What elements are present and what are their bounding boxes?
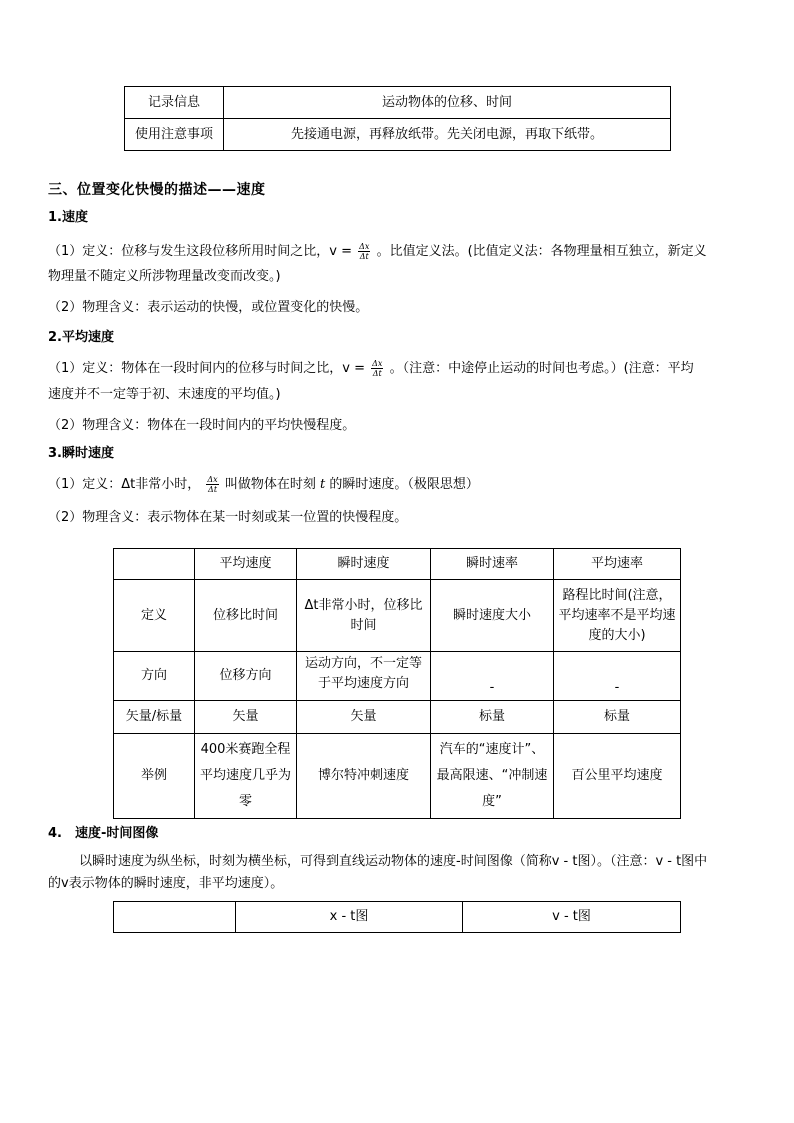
frac-denominator: Δt [208, 485, 218, 494]
table-cell-value: 运动物体的位移、时间 [224, 87, 671, 119]
table-row [114, 701, 681, 734]
table-cell: 百公里平均速度 [554, 734, 681, 819]
table-row [125, 119, 671, 151]
vt-graph-paragraph-line2: 的v表示物体的瞬时速度，非平均速度）。 [48, 876, 284, 891]
header-cell: x - t图 [236, 902, 463, 933]
table-cell: 矢量 [297, 701, 431, 734]
table-cell: 位移方向 [195, 652, 297, 701]
speed-definition [48, 240, 748, 264]
vt-graph-heading: 4. 速度-时间图像 [48, 826, 159, 841]
inst-speed-meaning: （2）物理含义：表示物体在某一时刻或某一位置的快慢程度。 [48, 510, 408, 525]
speed-comparison-table [113, 548, 681, 819]
table-cell: 路程比时间(注意，平均速率不是平均速度的大小) [554, 580, 681, 652]
table-cell: 400米赛跑全程平均速度几乎为零 [195, 734, 297, 819]
table-cell: 博尔特冲刺速度 [297, 734, 431, 819]
table-row [114, 580, 681, 652]
frac-numerator: Δx [372, 359, 383, 368]
frac-denominator: Δt [372, 369, 382, 378]
header-cell: 瞬时速率 [431, 549, 554, 580]
table-cell: 矢量 [195, 701, 297, 734]
header-cell [114, 902, 236, 933]
section-title: 三、位置变化快慢的描述——速度 [48, 182, 266, 198]
table-cell: 汽车的“速度计”、最高限速、“冲制速度” [431, 734, 554, 819]
table-cell-label: 使用注意事项 [125, 119, 224, 151]
row-label: 矢量/标量 [114, 701, 195, 734]
header-cell: 瞬时速度 [297, 549, 431, 580]
table-cell: - [554, 652, 681, 701]
table-header-row [114, 549, 681, 580]
avg-speed-definition [48, 357, 748, 381]
inst-def-part-b: 叫做物体在时刻 [224, 477, 316, 492]
table-row [114, 734, 681, 819]
table-header-row [114, 902, 681, 933]
frac-denominator: Δt [359, 252, 369, 261]
row-label: 举例 [114, 734, 195, 819]
frac-numerator: Δx [207, 475, 218, 484]
inst-def-part-a: （1）定义：Δt非常小时， [48, 477, 201, 492]
row-label: 方向 [114, 652, 195, 701]
speed-meaning: （2）物理含义：表示运动的快慢，或位置变化的快慢。 [48, 300, 369, 315]
table-cell-label: 记录信息 [125, 87, 224, 119]
avg-def-part-a: （1）定义：物体在一段时间内的位移与时间之比，v = [48, 361, 365, 376]
speed-def-part-a: （1）定义：位移与发生这段位移所用时间之比，v = [48, 244, 352, 259]
avg-speed-meaning: （2）物理含义：物体在一段时间内的平均快慢程度。 [48, 418, 356, 433]
avg-speed-definition-line2: 速度并不一定等于初、末速度的平均值。) [48, 387, 281, 402]
speed-def-part-b: 。比值定义法。(比值定义法：各物理量相互独立，新定义 [376, 244, 707, 259]
table-cell: 位移比时间 [195, 580, 297, 652]
row-label: 定义 [114, 580, 195, 652]
delta-x-over-delta-t [206, 475, 218, 494]
table-cell: - [431, 652, 554, 701]
inst-def-part-c: 的瞬时速度。（极限思想） [329, 477, 479, 492]
header-cell [114, 549, 195, 580]
avg-speed-heading: 2.平均速度 [48, 330, 114, 345]
delta-x-over-delta-t [358, 242, 370, 261]
frac-numerator: Δx [359, 242, 370, 251]
recording-info-table [124, 86, 671, 151]
speed-heading: 1.速度 [48, 210, 88, 225]
table-cell: 标量 [431, 701, 554, 734]
graph-comparison-table [113, 901, 681, 933]
header-cell: 平均速度 [195, 549, 297, 580]
inst-speed-heading: 3.瞬时速度 [48, 446, 114, 461]
time-symbol: t [320, 477, 326, 492]
header-cell: v - t图 [463, 902, 681, 933]
speed-definition-line2: 物理量不随定义所涉物理量改变而改变。) [48, 269, 281, 284]
vt-graph-paragraph-line1: 以瞬时速度为纵坐标，时刻为横坐标，可得到直线运动物体的速度-时间图像（简称v - t图）。（注意：v - t图中 [79, 854, 708, 869]
table-row [114, 652, 681, 701]
table-cell: Δt非常小时，位移比时间 [297, 580, 431, 652]
table-cell: 运动方向，不一定等于平均速度方向 [297, 652, 431, 701]
table-cell-value: 先接通电源，再释放纸带。先关闭电源，再取下纸带。 [224, 119, 671, 151]
table-row [125, 87, 671, 119]
delta-x-over-delta-t [371, 359, 383, 378]
table-cell: 标量 [554, 701, 681, 734]
header-cell: 平均速率 [554, 549, 681, 580]
table-cell: 瞬时速度大小 [431, 580, 554, 652]
inst-speed-definition [48, 473, 748, 497]
avg-def-part-b: 。（注意：中途停止运动的时间也考虑。）(注意：平均 [389, 361, 694, 376]
